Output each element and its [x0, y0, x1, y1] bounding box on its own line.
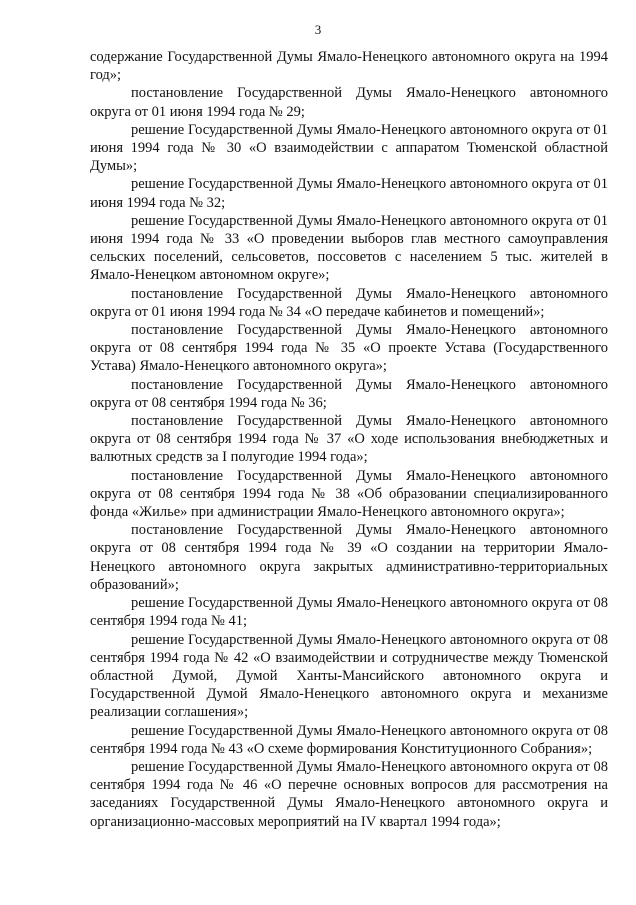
list-item: решение Государственной Думы Ямало-Ненецкого автономного округа от 08 сентября 1994 года № 42 «О взаимодействии и сотрудничестве между Тюменской областной Думой, Думой Ханты-Мансийского автономного округа и Государственной Думой Ямало-Ненецкого автономного округа и механизме реализации соглашения»; [90, 631, 608, 721]
list-item: постановление Государственной Думы Ямало-Ненецкого автономного округа от 08 сентября 1994 года № 39 «О создании на территории Ямало-Ненецкого автономного округа закрытых административно-территориальных образований»; [90, 522, 608, 593]
list-item: решение Государственной Думы Ямало-Ненецкого автономного округа от 08 сентября 1994 года № 41; [90, 595, 608, 630]
list-item: решение Государственной Думы Ямало-Ненецкого автономного округа от 08 сентября 1994 года № 46 «О перечне основных вопросов для рассмотрения на заседаниях Государственной Думы Ямало-Ненецкого автономного округа и организационно-массовых мероприятий на IV квартал 1994 года»; [90, 758, 608, 830]
list-item: решение Государственной Думы Ямало-Ненецкого автономного округа от 01 июня 1994 года № 33 «О проведении выборов глав местного самоуправления сельских поселений, сельсоветов, поссоветов с населением 5 тыс. жителей в Ямало-Ненецком автономном округе»; [90, 212, 608, 284]
list-item: постановление Государственной Думы Ямало-Ненецкого автономного округа от 08 сентября 1994 года № 35 «О проекте Устава (Государственного Устава) Ямало-Ненецкого автономного округа»; [90, 322, 608, 375]
list-item: постановление Государственной Думы Ямало-Ненецкого автономного округа от 01 июня 1994 года № 29; [90, 85, 608, 120]
list-item: постановление Государственной Думы Ямало-Ненецкого автономного округа от 08 сентября 1994 года № 37 «О ходе использования внебюджетных и валютных средств за I полугодие 1994 года»; [90, 413, 608, 466]
list-item: решение Государственной Думы Ямало-Ненецкого автономного округа от 01 июня 1994 года № 32; [90, 176, 608, 211]
list-item: постановление Государственной Думы Ямало-Ненецкого автономного округа от 01 июня 1994 года № 34 «О передаче кабинетов и помещений»; [90, 285, 608, 320]
list-item: постановление Государственной Думы Ямало-Ненецкого автономного округа от 08 сентября 1994 года № 36; [90, 376, 608, 411]
document-body [90, 48, 608, 831]
list-item: решение Государственной Думы Ямало-Ненецкого автономного округа от 01 июня 1994 года № 30 «О взаимодействии с аппаратом Тюменской областной Думы»; [90, 121, 608, 175]
list-item: решение Государственной Думы Ямало-Ненецкого автономного округа от 08 сентября 1994 года № 43 «О схеме формирования Конституционного Собрания»; [90, 722, 608, 757]
list-item: постановление Государственной Думы Ямало-Ненецкого автономного округа от 08 сентября 1994 года № 38 «Об образовании специализированного фонда «Жилье» при администрации Ямало-Ненецкого автономного округа»; [90, 467, 608, 521]
page-number: 3 [314, 22, 322, 37]
list-item: содержание Государственной Думы Ямало-Ненецкого автономного округа на 1994 год»; [90, 49, 608, 84]
